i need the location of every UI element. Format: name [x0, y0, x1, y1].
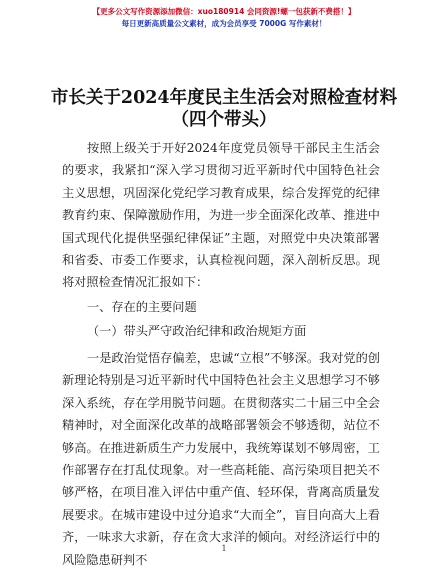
section-heading: 一、存在的主要问题	[87, 300, 197, 314]
promo-banner-line-2: 每日更新高质量公文素材，成为会员享受 7000G 写作素材！	[121, 19, 327, 28]
document-subtitle: （四个带头）	[171, 110, 277, 130]
body-paragraph: 一是政治觉悟存偏差，忠诚“立根”不够深。我对党的创新理论特别是习近平新时代中国特色社会主义思想学习不够深入系统，存在学用脱节问题。在贯彻落实二十届三中全会精神时，对全面深化改革的战略部署领会不够透彻，站位不够高。在推进新质生产力发展中，我统筹谋划不够周密，工作部署存在打乱仗现象。对一些高耗能、高污染项目把关不够严格，在项目准入评估中重产值、轻环保，背离高质量发展要求。在城市建设中过分追求“大而全”，盲目向高大上看齐，一味求大求新，存在贪大求洋的倾向。对经济运行中的风险隐患研判不	[62, 351, 380, 567]
promo-banner-line-1: 【更多公文写作资源添加微信：xuo180914 会同资源!螺一包获新不费搭！】	[92, 7, 356, 16]
promo-banner	[0, 6, 448, 30]
subsection-heading: （一）带头严守政治纪律和政治规矩方面	[87, 324, 307, 338]
intro-paragraph: 按照上级关于开好2024年度党员领导干部民主生活会的要求，我紧扣“深入学习贯彻习近平新时代中国特色社会主义思想，巩固深化党纪学习教育成果，综合发挥党的纪律教育约束、保障激励作用，为进一步全面深化改革、推进中国式现代化提供坚强纪律保证”主题，对照党中央决策部署和省委、市委工作要求，认真检视问题，深入剖析反思。现将对照检查情况汇报如下：	[62, 141, 380, 290]
page-number: 1	[221, 544, 227, 553]
document-title: 市长关于2024年度民主生活会对照检查材料	[50, 88, 398, 108]
